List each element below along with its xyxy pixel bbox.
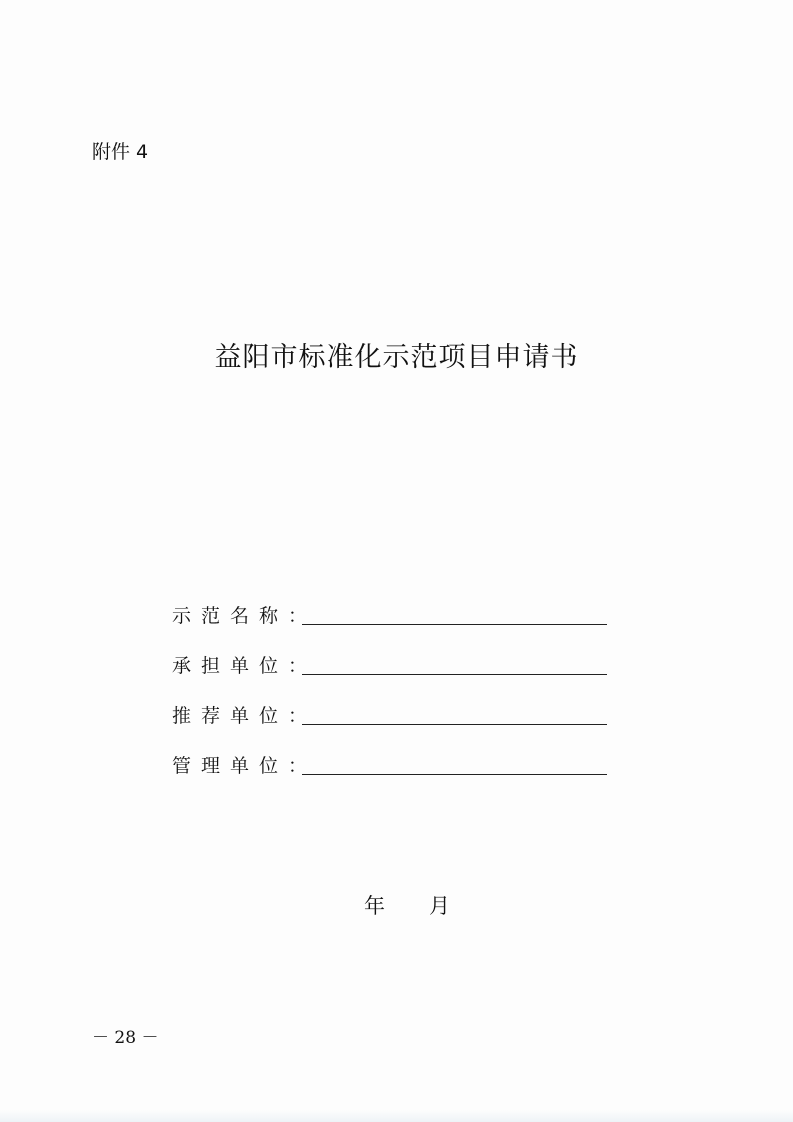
field-colon: ： bbox=[288, 705, 308, 727]
fill-in-line-recommending-unit bbox=[302, 724, 607, 725]
field-label-demo-name: 示范名称 bbox=[172, 605, 289, 627]
field-row-demo-name bbox=[172, 578, 612, 628]
field-label-management-unit: 管理单位 bbox=[172, 755, 289, 777]
field-row-undertaking-unit bbox=[172, 628, 612, 678]
field-row-recommending-unit bbox=[172, 678, 612, 728]
scan-edge bbox=[0, 1110, 793, 1122]
field-row-management-unit bbox=[172, 728, 612, 778]
year-label: 年 bbox=[364, 894, 385, 918]
field-colon: ： bbox=[288, 755, 308, 777]
field-colon: ： bbox=[288, 605, 308, 627]
field-label-recommending-unit: 推荐单位 bbox=[172, 705, 289, 727]
document-title: 益阳市标准化示范项目申请书 bbox=[214, 342, 579, 373]
fill-in-line-demo-name bbox=[302, 624, 607, 625]
field-label-undertaking-unit: 承担单位 bbox=[172, 655, 289, 677]
date-line bbox=[364, 890, 450, 920]
attachment-label: 附件 4 bbox=[92, 141, 149, 163]
page-number: － 28 － bbox=[92, 1028, 159, 1048]
fill-in-line-undertaking-unit bbox=[302, 674, 607, 675]
fill-in-line-management-unit bbox=[302, 774, 607, 775]
field-colon: ： bbox=[288, 655, 308, 677]
month-label: 月 bbox=[429, 894, 450, 918]
application-fields bbox=[172, 578, 612, 778]
